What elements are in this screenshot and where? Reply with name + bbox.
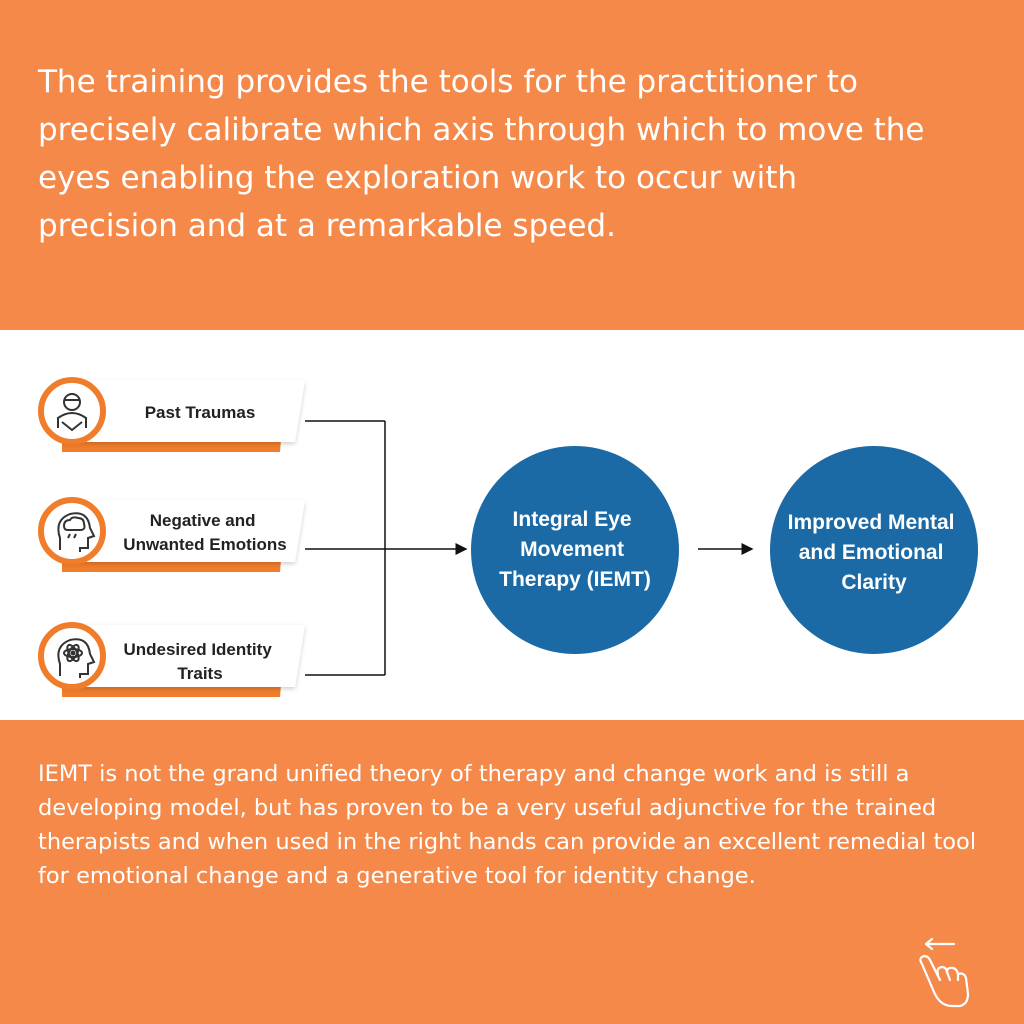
swipe-left-hand-icon[interactable] — [900, 936, 980, 1016]
input-box-identity-traits — [41, 625, 305, 697]
input-label-identity-traits: Undesired Identity Traits — [123, 640, 272, 683]
input-label-past-traumas: Past Traumas — [144, 403, 256, 422]
intro-text: The training provides the tools for the practitioner to precisely calibrate which axis through which to move the eyes enabling the exploration work to occur with precision and at a remarkable speed. — [38, 64, 925, 244]
input-label-negative-emotions: Negative and Unwanted Emotions — [123, 511, 287, 554]
input-box-negative-emotions — [41, 500, 305, 572]
iemt-flow-diagram — [0, 330, 1024, 720]
top-banner — [0, 0, 1024, 330]
input-box-past-traumas — [41, 380, 305, 452]
outcome-circle-clarity — [770, 446, 978, 654]
process-label: Integral Eye Movement Therapy (IEMT) — [499, 508, 651, 591]
outro-text: IEMT is not the grand unified theory of therapy and change work and is still a developing model, but has proven to be a very useful adjunctive for the trained therapists and when used in the right hands can provide an excellent remedial tool for emotional change and a generative tool for identity change. — [38, 761, 977, 889]
outcome-label: Improved Mental and Emotional Clarity — [787, 511, 955, 594]
process-circle-iemt — [471, 446, 679, 654]
